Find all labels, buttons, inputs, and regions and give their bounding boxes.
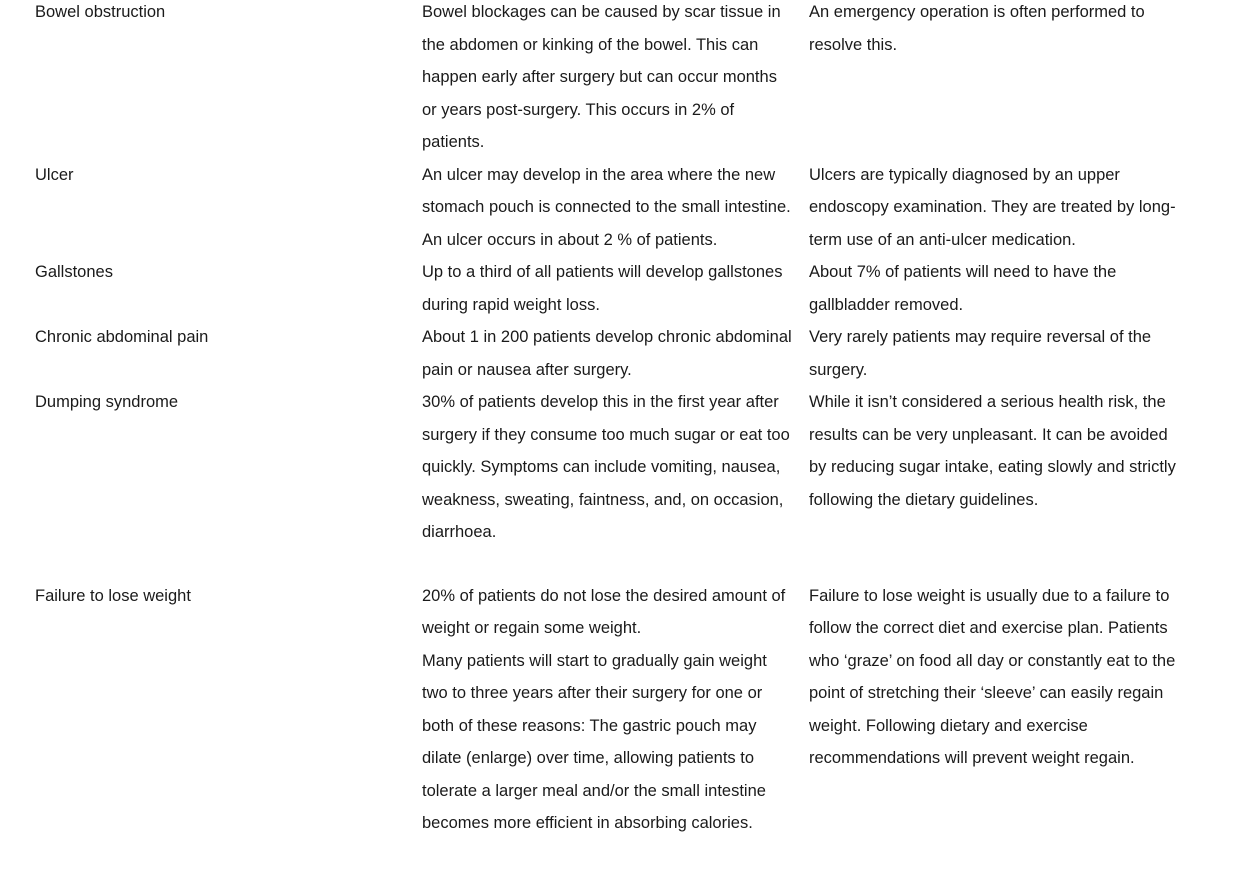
complication-treatment — [809, 256, 1189, 321]
complication-label: Chronic abdominal pain — [35, 328, 209, 346]
complication-treatment — [809, 159, 1189, 257]
complication-label: Ulcer — [35, 165, 74, 184]
complication-label: Bowel obstruction — [35, 3, 166, 21]
description-text: An ulcer may develop in the area where the new stomach pouch is connected to the small intestine. An ulcer occurs in about 2 % of patients. — [422, 165, 791, 249]
complication-treatment — [809, 580, 1189, 775]
complication-name — [35, 0, 422, 29]
complication-label: Failure to lose weight — [35, 586, 191, 605]
complication-treatment — [809, 0, 1189, 61]
treatment-text: About 7% of patients will need to have the gallbladder removed. — [809, 263, 1117, 314]
table-row — [35, 159, 1195, 257]
complication-name — [35, 159, 422, 192]
complication-name — [35, 580, 422, 613]
description-text: Bowel blockages can be caused by scar tissue in the abdomen or kinking of the bowel. This can happen early after surgery but can occur months or years post-surgery. This occurs in 2% of patients. — [422, 3, 781, 151]
complication-treatment — [809, 386, 1189, 516]
table-row — [35, 580, 1195, 840]
table-row — [35, 0, 1195, 159]
complication-description — [422, 580, 794, 840]
treatment-text: Failure to lose weight is usually due to a failure to follow the correct diet and exercise plan. Patients who ‘graze’ on food all day or constantly eat to the point of stretching their ‘sleeve’ can easily regain weight. Following dietary and exercise recommendations will prevent weight regain. — [809, 586, 1176, 767]
complication-label: Gallstones — [35, 263, 113, 281]
description-text: About 1 in 200 patients develop chronic abdominal pain or nausea after surgery. — [422, 328, 792, 379]
table-row — [35, 256, 1195, 321]
complication-description — [422, 256, 794, 321]
description-extra-text: Many patients will start to gradually gain weight two to three years after their surgery for one or both of these reasons: The gastric pouch may dilate (enlarge) over time, allowing patients to tolerate a larger meal and/or the small intestine becomes more efficient in absorbing calories. — [422, 651, 767, 832]
row-spacer — [35, 549, 1195, 580]
complication-description — [422, 386, 794, 549]
complication-treatment — [809, 321, 1189, 386]
treatment-text: Ulcers are typically diagnosed by an upper endoscopy examination. They are treated by long-term use of an anti-ulcer medication. — [809, 165, 1176, 249]
table-row — [35, 386, 1195, 549]
complication-name — [35, 386, 422, 419]
complication-name — [35, 321, 422, 354]
complication-description — [422, 321, 794, 386]
description-text: Up to a third of all patients will develop gallstones during rapid weight loss. — [422, 263, 783, 314]
complication-description — [422, 0, 794, 159]
treatment-text: Very rarely patients may require reversal of the surgery. — [809, 328, 1152, 379]
description-text: 20% of patients do not lose the desired amount of weight or regain some weight. — [422, 586, 786, 637]
treatment-text: An emergency operation is often performed to resolve this. — [809, 3, 1145, 54]
treatment-text: While it isn’t considered a serious health risk, the results can be very unpleasant. It can be avoided by reducing sugar intake, eating slowly and strictly following the dietary guidelines. — [809, 393, 1176, 509]
description-text: 30% of patients develop this in the first year after surgery if they consume too much sugar or eat too quickly. Symptoms can include vomiting, nausea, weakness, sweating, faintness, and, on occasion, diarrhoea. — [422, 393, 790, 541]
complication-name — [35, 256, 422, 289]
complication-label: Dumping syndrome — [35, 393, 179, 411]
table-row — [35, 321, 1195, 386]
complication-description — [422, 159, 794, 257]
complications-table — [35, 0, 1195, 840]
